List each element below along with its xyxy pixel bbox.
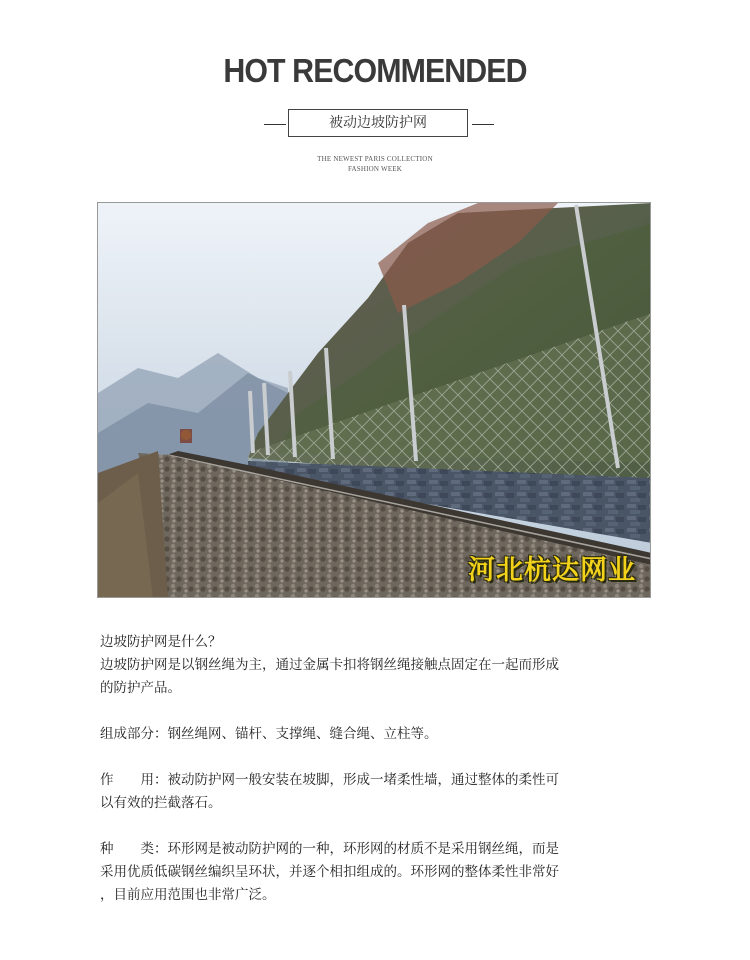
railway-slope-scene (98, 203, 651, 598)
divider-right (472, 124, 494, 125)
tagline-line-2: FASHION WEEK (347, 165, 403, 173)
function-line-1: 作 用：被动防护网一般安装在坡脚，形成一堵柔性墙，通过整体的柔性可 (100, 772, 559, 788)
components-text: 组成部分：钢丝绳网、锚杆、支撑绳、缝合绳、立柱等。 (100, 726, 438, 742)
function-line-2: 以有效的拦截落石。 (100, 795, 222, 811)
types-line-2: 采用优质低碳钢丝编织呈环状，并逐个相扣组成的。环形网的整体柔性非常好 (100, 864, 559, 880)
types-line-1: 种 类：环形网是被动防护网的一种，环形网的材质不是采用钢丝绳，而是 (100, 841, 559, 857)
types-line-3: ，目前应用范围也非常广泛。 (100, 887, 276, 903)
question-text: 边坡防护网是什么？ (100, 634, 222, 650)
tagline (0, 154, 750, 174)
definition-line-1: 边坡防护网是以钢丝绳为主，通过金属卡扣将钢丝绳接触点固定在一起而形成 (100, 657, 559, 673)
tagline-line-1: THE NEWEST PARIS COLLECTION (317, 155, 433, 163)
subtitle-banner (264, 106, 494, 142)
product-photo (97, 202, 651, 598)
subtitle-label: 被动边坡防护网 (288, 109, 468, 137)
description (100, 631, 650, 907)
page-title: HOT RECOMMENDED (223, 52, 527, 89)
definition-line-2: 的防护产品。 (100, 680, 181, 696)
watermark: 河北杭达网业 (468, 555, 636, 586)
divider-left (264, 124, 286, 125)
